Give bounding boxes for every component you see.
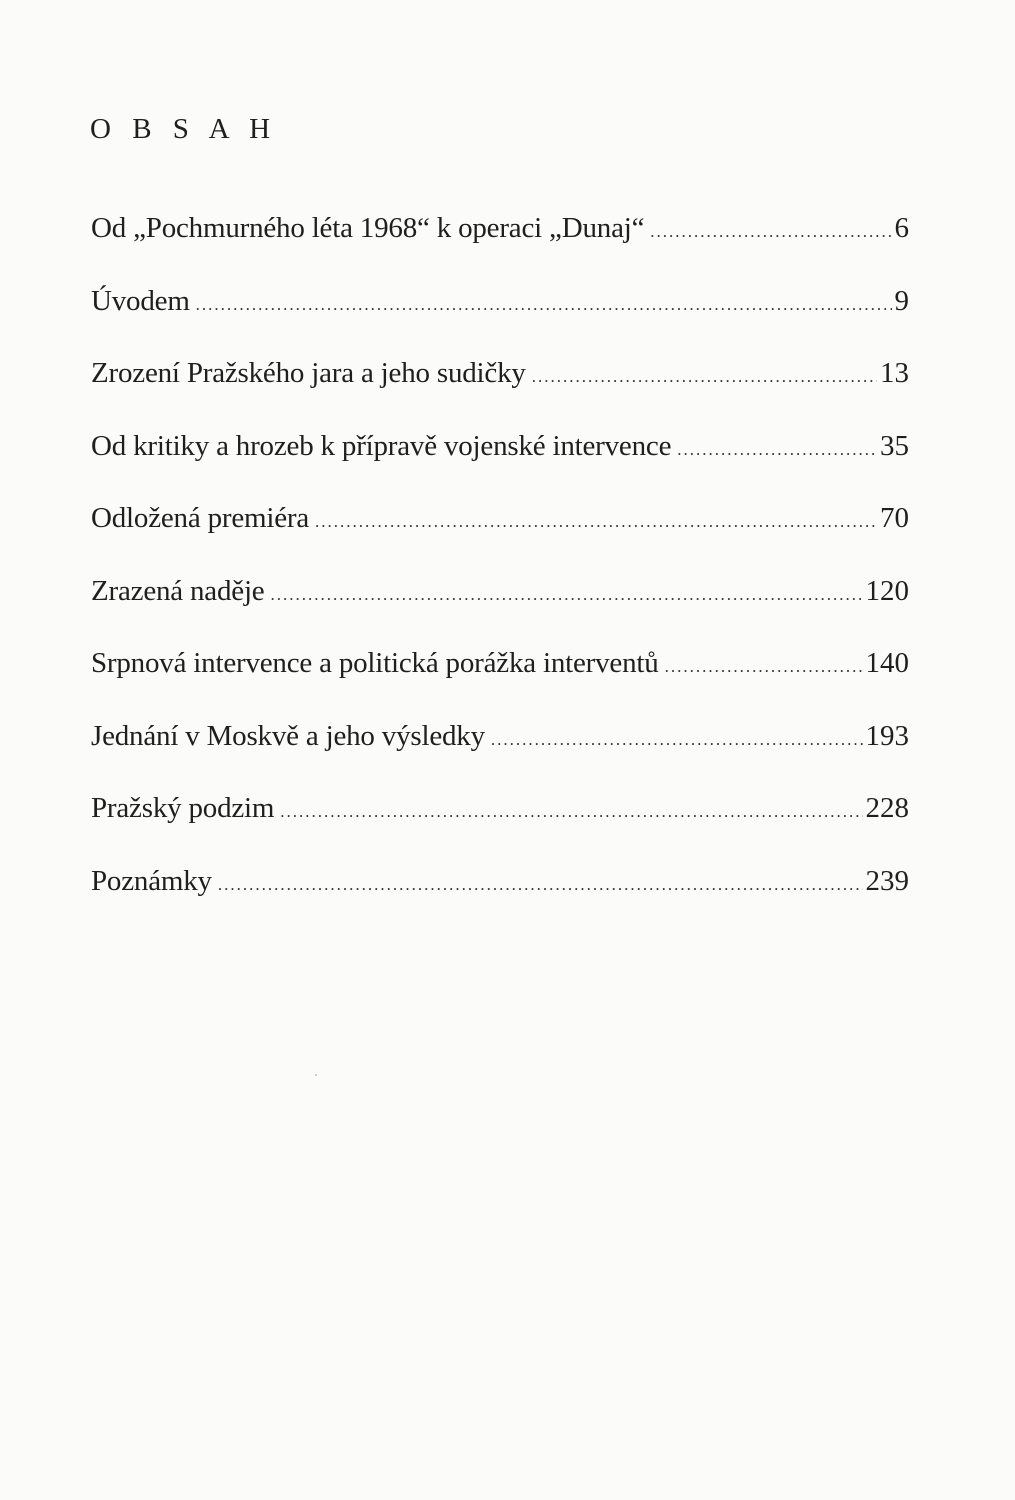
toc-entry-9: [91, 788, 909, 861]
toc-entry-title: Poznámky: [91, 864, 212, 897]
toc-entry-page: 35: [880, 429, 909, 462]
toc-entry-title: Od kritiky a hrozeb k přípravě vojenské intervence: [91, 429, 672, 462]
toc-entry-title: Zrazená naděje: [91, 574, 265, 607]
toc-entry-4: [91, 426, 909, 499]
dot-leader: [532, 368, 877, 385]
dot-leader: [196, 296, 892, 313]
dot-leader: [677, 441, 877, 458]
toc-entry-page: 193: [865, 719, 909, 752]
toc-entry-title: Od „Pochmurného léta 1968“ k operaci „Dunaj“: [91, 212, 645, 244]
page-title: O B S A H: [90, 113, 278, 146]
dot-leader: [218, 876, 863, 893]
toc-entry-title: Jednání v Moskvě a jeho výsledky: [91, 719, 485, 752]
toc-entry-6: [91, 571, 909, 644]
dot-leader: [280, 803, 862, 820]
toc-entry-page: 140: [865, 647, 909, 679]
toc-entry-page: 6: [894, 212, 909, 244]
toc-entry-page: 70: [880, 502, 909, 534]
toc-entry-title: Pražský podzim: [91, 792, 275, 824]
toc-entry-page: 120: [865, 574, 909, 607]
dot-leader: [665, 658, 863, 675]
dot-leader: [491, 731, 863, 748]
dot-leader: [650, 223, 891, 240]
toc-entry-8: [91, 716, 909, 789]
toc-entry-10: [91, 861, 909, 934]
toc-entry-title: Srpnová intervence a politická porážka interventů: [91, 647, 659, 679]
toc-entry-7: [91, 643, 909, 716]
dot-leader: [270, 586, 862, 603]
toc-entry-1: [91, 208, 909, 281]
toc-entry-title: Zrození Pražského jara a jeho sudičky: [91, 357, 526, 389]
toc-entry-page: 239: [865, 864, 909, 897]
table-of-contents: [91, 208, 909, 933]
toc-entry-title: Úvodem: [91, 284, 190, 317]
toc-entry-page: 9: [894, 284, 909, 317]
paper-speck: [315, 1074, 317, 1076]
toc-entry-3: [91, 353, 909, 426]
toc-entry-page: 13: [880, 357, 909, 389]
toc-entry-2: [91, 281, 909, 354]
toc-entry-5: [91, 498, 909, 571]
toc-entry-page: 228: [865, 792, 909, 824]
toc-entry-title: Odložená premiéra: [91, 502, 310, 534]
dot-leader: [315, 513, 877, 530]
